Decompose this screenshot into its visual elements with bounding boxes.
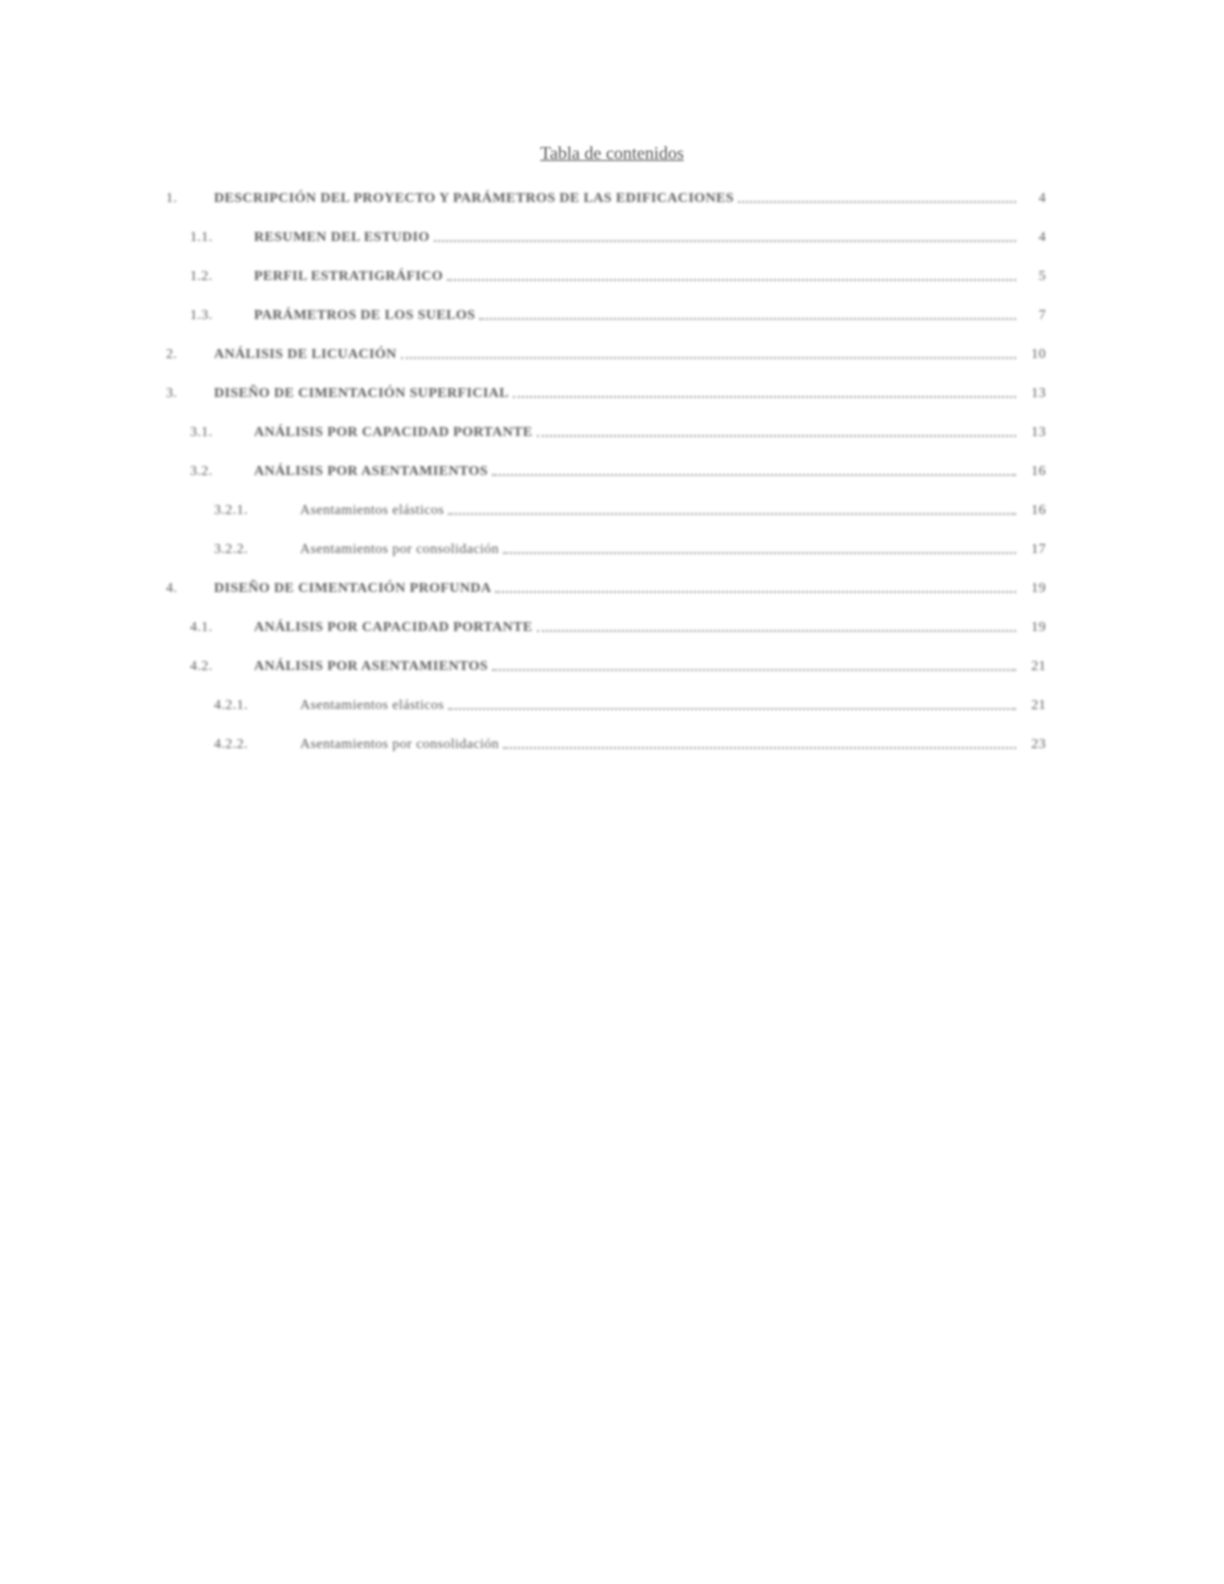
toc-entry-title: ANÁLISIS POR ASENTAMIENTOS	[254, 659, 488, 674]
toc-entry-title: ANÁLISIS POR ASENTAMIENTOS	[254, 464, 488, 479]
dot-leader	[448, 512, 1016, 515]
toc-entry[interactable]	[166, 519, 1046, 558]
toc-entry-number: 3.1.	[190, 425, 213, 440]
toc-title: Tabla de contenidos	[540, 143, 684, 163]
toc-entry[interactable]	[166, 636, 1046, 675]
toc-entry-number: 3.2.2.	[214, 542, 248, 557]
toc-entry[interactable]	[166, 246, 1046, 285]
toc-entry-title: ANÁLISIS DE LICUACIÓN	[214, 347, 397, 362]
toc-entry[interactable]	[166, 675, 1046, 714]
toc-entry-page: 17	[1031, 542, 1046, 557]
toc-entry[interactable]	[166, 714, 1046, 753]
dot-leader	[492, 473, 1016, 476]
dot-leader	[479, 317, 1016, 320]
toc-entry[interactable]	[166, 480, 1046, 519]
toc-entry-page: 19	[1031, 620, 1046, 635]
toc-entry-page: 23	[1031, 737, 1046, 752]
dot-leader	[434, 239, 1016, 242]
toc-entry-number: 3.	[166, 386, 178, 401]
dot-leader	[495, 590, 1016, 593]
toc-entry-number: 1.3.	[190, 308, 213, 323]
toc-entry-page: 19	[1031, 581, 1046, 596]
toc-entry-page: 7	[1038, 308, 1046, 323]
toc-entry-number: 1.2.	[190, 269, 213, 284]
toc-entry-number: 4.2.	[190, 659, 213, 674]
toc-entry-number: 4.1.	[190, 620, 213, 635]
table-of-contents	[166, 168, 1046, 753]
toc-entry-number: 3.2.1.	[214, 503, 248, 518]
toc-entry-page: 5	[1038, 269, 1046, 284]
toc-entry-title: PERFIL ESTRATIGRÁFICO	[254, 269, 444, 284]
toc-entry-title: Asentamientos elásticos	[300, 503, 445, 518]
toc-entry-number: 4.2.2.	[214, 737, 248, 752]
toc-entry[interactable]	[166, 558, 1046, 597]
toc-entry[interactable]	[166, 402, 1046, 441]
toc-entry-title: DISEÑO DE CIMENTACIÓN PROFUNDA	[214, 581, 492, 596]
dot-leader	[447, 278, 1016, 281]
toc-entry[interactable]	[166, 324, 1046, 363]
toc-entry[interactable]	[166, 363, 1046, 402]
toc-entry-page: 13	[1031, 425, 1046, 440]
toc-entry-number: 3.2.	[190, 464, 213, 479]
toc-entry-title: Asentamientos elásticos	[300, 698, 445, 713]
dot-leader	[738, 200, 1016, 203]
toc-entry[interactable]	[166, 285, 1046, 324]
toc-entry-number: 1.1.	[190, 230, 213, 245]
toc-entry-page: 21	[1031, 698, 1046, 713]
dot-leader	[537, 434, 1016, 437]
toc-entry[interactable]	[166, 597, 1046, 636]
toc-entry-number: 2.	[166, 347, 178, 362]
dot-leader	[492, 668, 1016, 671]
toc-entry-page: 4	[1038, 230, 1046, 245]
toc-entry-page: 21	[1031, 659, 1046, 674]
dot-leader	[503, 551, 1016, 554]
toc-entry-title: RESUMEN DEL ESTUDIO	[254, 230, 430, 245]
toc-entry-title: PARÁMETROS DE LOS SUELOS	[254, 308, 476, 323]
toc-entry-page: 4	[1038, 191, 1046, 206]
toc-entry-number: 1.	[166, 191, 178, 206]
toc-entry-title: Asentamientos por consolidación	[300, 737, 500, 752]
dot-leader	[448, 707, 1016, 710]
toc-entry-title: Asentamientos por consolidación	[300, 542, 500, 557]
toc-entry-number: 4.	[166, 581, 178, 596]
toc-entry-page: 13	[1031, 386, 1046, 401]
toc-entry[interactable]	[166, 207, 1046, 246]
toc-entry[interactable]	[166, 441, 1046, 480]
toc-entry-title: DISEÑO DE CIMENTACIÓN SUPERFICIAL	[214, 386, 509, 401]
toc-entry-page: 16	[1031, 503, 1046, 518]
dot-leader	[513, 395, 1016, 398]
toc-entry-title: ANÁLISIS POR CAPACIDAD PORTANTE	[254, 620, 533, 635]
dot-leader	[537, 629, 1016, 632]
dot-leader	[401, 356, 1016, 359]
toc-entry-title: DESCRIPCIÓN DEL PROYECTO Y PARÁMETROS DE LAS EDIFICACIONES	[214, 191, 734, 206]
toc-entry-title: ANÁLISIS POR CAPACIDAD PORTANTE	[254, 425, 533, 440]
toc-entry-page: 10	[1031, 347, 1046, 362]
toc-entry-number: 4.2.1.	[214, 698, 248, 713]
toc-entry-page: 16	[1031, 464, 1046, 479]
toc-entry[interactable]	[166, 168, 1046, 207]
dot-leader	[503, 746, 1016, 749]
